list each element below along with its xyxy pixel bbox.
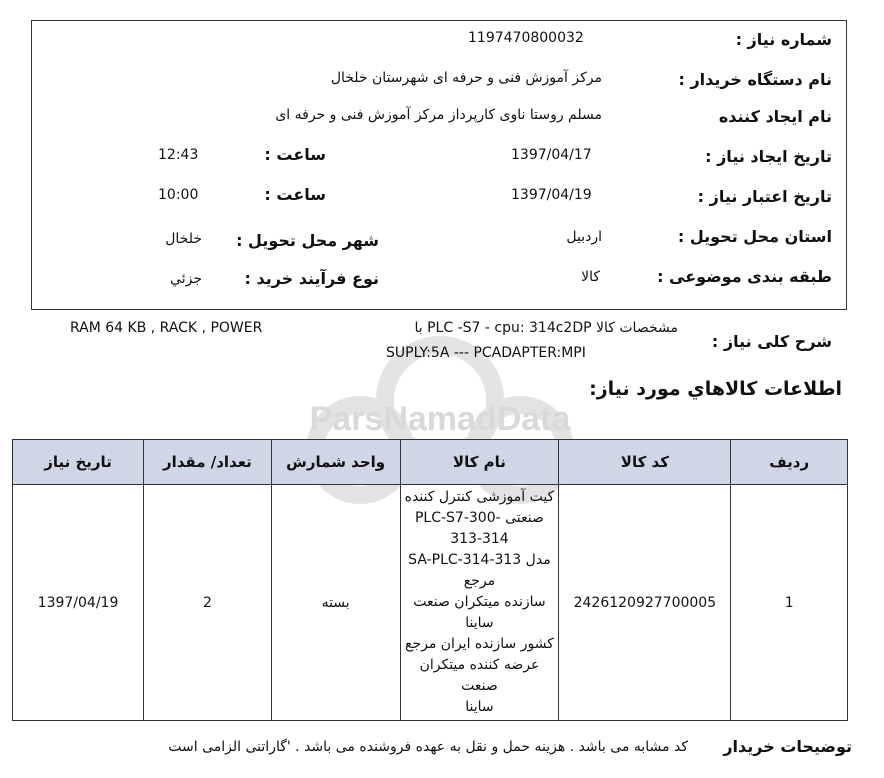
city-label: شهر محل تحویل : — [236, 231, 379, 250]
item-name-line: عرضه کننده میتکران صنعت — [419, 657, 540, 694]
col-header-row-number: ردیف — [731, 440, 848, 485]
valid-time-label: ساعت : — [264, 185, 326, 204]
col-header-item-code: کد کالا — [559, 440, 731, 485]
table-row — [13, 485, 848, 721]
created-time-label: ساعت : — [264, 145, 326, 164]
item-name-line: صنعتی PLC-S7-300-313-314 — [414, 510, 544, 547]
buyer-value: مرکز آموزش فنی و حرفه ای شهرستان خلخال — [330, 70, 602, 86]
cell-item-name — [400, 485, 559, 721]
items-table — [12, 439, 848, 721]
item-name-line: کشور سازنده ایران مرجع — [405, 636, 554, 652]
col-header-unit: واحد شمارش — [271, 440, 400, 485]
province-value: اردبیل — [566, 229, 602, 245]
watermark-text: ParsNamadData — [309, 400, 571, 438]
valid-date: 1397/04/19 — [511, 187, 592, 203]
col-header-quantity: تعداد/ مقدار — [144, 440, 272, 485]
category-value: کالا — [581, 269, 600, 285]
process-value: جزئي — [170, 271, 202, 287]
process-label: نوع فرآیند خرید : — [244, 269, 379, 288]
cell-row-number: 1 — [731, 485, 848, 721]
province-label: استان محل تحویل : — [677, 227, 832, 246]
item-name-line: سازنده میتکران صنعت ساینا — [413, 594, 546, 631]
need-number-label: شماره نیاز : — [735, 30, 832, 49]
cell-unit: بسته — [271, 485, 400, 721]
created-date: 1397/04/17 — [511, 147, 592, 163]
table-header-row — [13, 440, 848, 485]
buyer-notes-label: توضیحات خریدار — [723, 737, 852, 756]
city-value: خلخال — [165, 231, 202, 247]
valid-time: 10:00 — [158, 187, 199, 203]
created-date-label: تاریخ ایجاد نیاز : — [705, 147, 832, 166]
category-label: طبقه بندی موضوعی : — [657, 267, 832, 286]
created-time: 12:43 — [158, 147, 199, 163]
item-name-line: ساینا — [465, 699, 494, 715]
cell-quantity: 2 — [144, 485, 272, 721]
col-header-need-date: تاریخ نیاز — [13, 440, 144, 485]
item-name-line: مدل SA-PLC-314-313 مرجع — [408, 552, 551, 589]
buyer-label: نام دستگاه خریدار : — [678, 70, 832, 89]
summary-line1: مشخصات کالا PLC -S7 - cpu: 314c2DP با — [414, 320, 678, 336]
creator-value: مسلم روستا ناوی کارپرداز مرکز آموزش فنی و حرفه ای — [275, 107, 602, 123]
col-header-item-name: نام کالا — [400, 440, 559, 485]
cell-need-date: 1397/04/19 — [13, 485, 144, 721]
valid-date-label: تاریخ اعتبار نیاز : — [697, 187, 832, 206]
summary-line2: SUPLY:5A --- PCADAPTER:MPI — [386, 345, 586, 361]
need-number: 1197470800032 — [468, 30, 584, 46]
summary-label: شرح کلی نیاز : — [711, 332, 832, 351]
cell-item-code: 2426120927700005 — [559, 485, 731, 721]
creator-label: نام ایجاد کننده — [718, 107, 832, 126]
buyer-notes-text: کد مشابه می باشد . هزینه حمل و نقل به عهده فروشنده می باشد . 'گاراتنی الزامی است — [168, 739, 688, 755]
item-name-line: کیت آموزشی کنترل کننده — [404, 489, 555, 505]
summary-line1-specs: RAM 64 KB , RACK , POWER — [70, 320, 263, 336]
section-title: اطلاعات كالاهاي مورد نياز: — [589, 378, 842, 400]
